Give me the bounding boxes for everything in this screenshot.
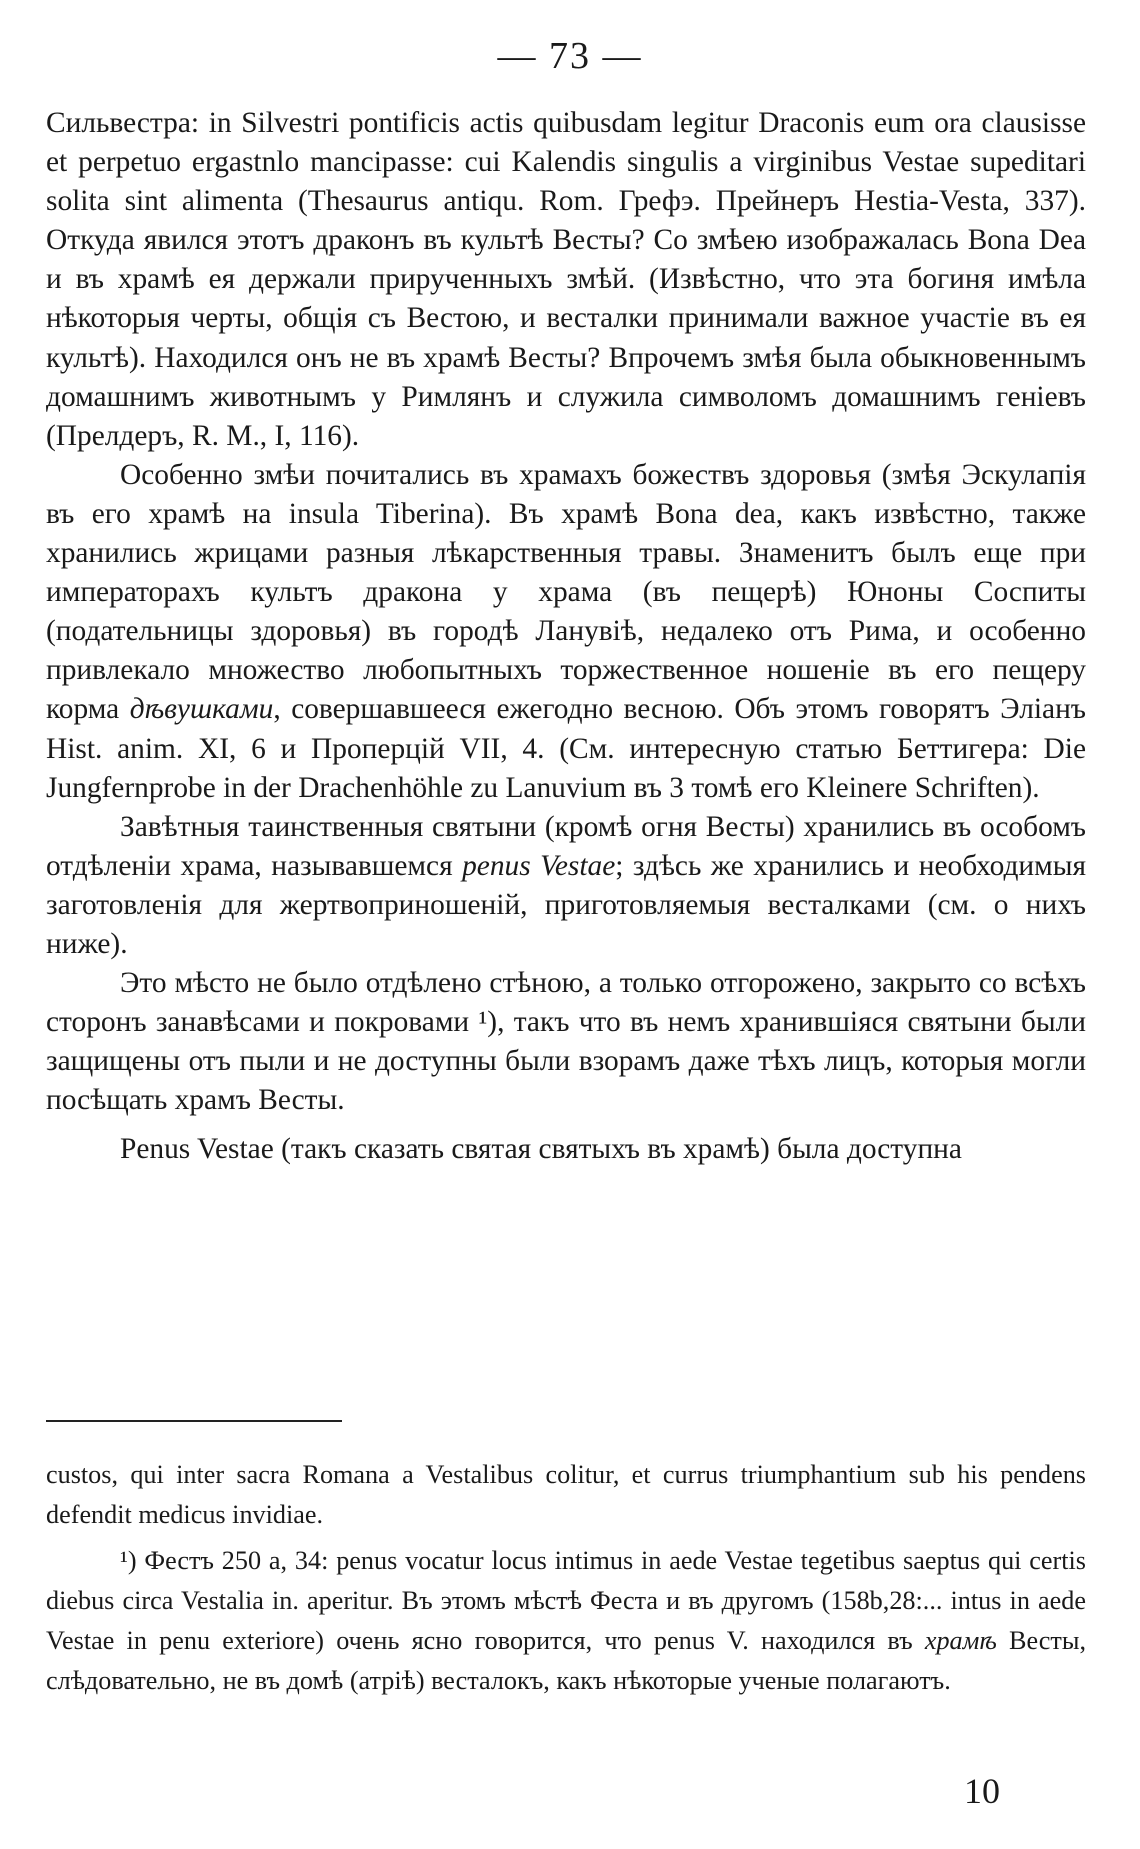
paragraph-5: Penus Vestae (такъ сказать святая святыхъ въ храмѣ) была доступна — [120, 1133, 962, 1166]
paragraph-2-text-a: Особенно змѣи почитались въ храмахъ божествъ здоровья (змѣя Эскулапія въ его храмѣ на insula Tiberina). Въ храмѣ Bona dea, какъ извѣстно, также хранились жрицами разныя лѣкарственныя травы. Знаменитъ былъ еще при императорахъ культъ дракона у храма (въ пещерѣ) Юноны Соспиты (подательницы здоровья) въ городѣ Ланувіѣ, недалеко отъ Рима, и особенно привлекало множество любопытныхъ торжественное ношеніе въ его пещеру корма — [46, 458, 1086, 726]
paragraph-3-emphasis: penus Vestae — [462, 849, 616, 882]
paragraph-2 — [46, 456, 1086, 808]
main-text — [46, 104, 1086, 1170]
footnote-1 — [46, 1541, 1086, 1701]
page-number: — 73 — — [497, 35, 643, 77]
footnote-1-text-b: Весты, слѣдовательно, не въ домѣ (атріѣ) весталокъ, какъ нѣкоторые ученые полагаютъ. — [46, 1626, 1087, 1695]
footnote-divider — [46, 1420, 342, 1422]
footnote-continuation: custos, qui inter sacra Romana a Vestalibus colitur, et currus triumphantium sub his pendens defendit medicus invidiae. — [46, 1460, 1086, 1529]
paragraph-4: Это мѣсто не было отдѣлено стѣною, а только отгорожено, закрыто со всѣхъ сторонъ занавѣсами и покровами ¹), такъ что въ немъ хранившіяся святыни были защищены отъ пыли и не доступны были взорамъ даже тѣхъ лицъ, которыя могли посѣщать храмъ Весты. — [46, 967, 1086, 1117]
paragraph-2-text-b: , совершавшееся ежегодно весною. Объ этомъ говорятъ Эліанъ Hist. anim. XI, 6 и Проперцій VII, 4. (См. интересную статью Беттигера: Die Jungfernprobe in der Drachenhöhle zu Lanuvium въ 3 томѣ его Kleinere Schriften). — [46, 693, 1086, 804]
paragraph-1: Сильвестра: in Silvestri pontificis actis quibusdam legitur Draconis eum ora clausisse et perpetuo ergastnlo mancipasse: cui Kalendis singulis a virginibus Vestae supeditari solita sint alimenta (Thesaurus antiqu. Rom. Грефэ. Прейнеръ Hestia-Vesta, 337). Откуда явился этотъ драконъ въ культѣ Весты? Со змѣею изображалась Bona Dea и въ храмѣ ея держали прирученныхъ змѣй. (Извѣстно, что эта богиня имѣла нѣкоторыя черты, общія съ Вестою, и весталки принимали важное участіе въ ея культѣ). Находился онъ не въ храмѣ Весты? Впрочемъ змѣя была обыкновеннымъ домашнимъ животнымъ у Римлянъ и служила символомъ домашнимъ геніевъ (Прелдеръ, R. M., I, 116). — [46, 107, 1086, 452]
footnotes — [46, 1455, 1086, 1701]
paragraph-3-text-a: Завѣтныя таинственныя святыни (кромѣ огня Весты) хранились въ особомъ отдѣленіи храма, называвшемся — [46, 810, 1086, 882]
footnote-1-text-a: ¹) Фестъ 250 а, 34: penus vocatur locus intimus in aede Vestae tegetibus saeptus qui certis diebus circa Vestalia in. aperitur. Въ этомъ мѣстѣ Феста и въ другомъ (158b,28:... intus in aede Vestae in penu exteriore) очень ясно говорится, что penus V. находился въ — [46, 1546, 1086, 1655]
paragraph-2-emphasis: дѣвушками — [129, 693, 274, 726]
paragraph-3 — [46, 808, 1086, 964]
signature-mark: 10 — [964, 1771, 1000, 1811]
footnote-1-emphasis: храмѣ — [924, 1626, 997, 1655]
paragraph-3-text-b: ; здѣсь же хранились и необходимыя заготовленія для жертвоприношеній, приготовляемыя весталками (см. о нихъ ниже). — [46, 849, 1087, 960]
